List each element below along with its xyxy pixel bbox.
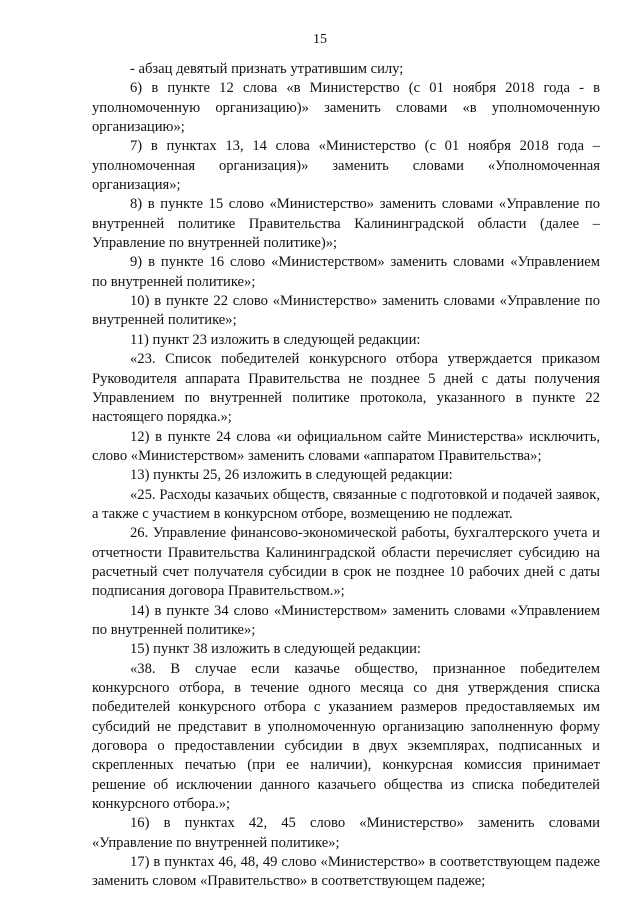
paragraph: 26. Управление финансово-экономической работы, бухгалтерского учета и отчетности Правительства Калининградской области перечисляет субсидию на расчетный счет получателя субсидии в срок не позднее 10 рабочих дней с даты подписания договора Правительством.»; <box>92 525 600 600</box>
paragraph: 7) в пунктах 13, 14 слова «Министерство (с 01 ноября 2018 года – уполномоченная организация)» заменить словами «Уполномоченная организация»; <box>92 138 600 194</box>
paragraph: - абзац девятый признать утратившим силу; <box>130 61 404 77</box>
paragraph: «25. Расходы казачьих обществ, связанные с подготовкой и подачей заявок, а также с участием в конкурсном отборе, возмещению не подлежат. <box>92 486 600 522</box>
paragraph: 10) в пункте 22 слово «Министерство» заменить словами «Управление по внутренней политике»; <box>92 293 600 329</box>
paragraph: 9) в пункте 16 слово «Министерством» заменить словами «Управлением по внутренней политике»; <box>92 254 600 290</box>
paragraph: 12) в пункте 24 слова «и официальном сайте Министерства» исключить, слово «Министерством» заменить словами «аппаратом Правительства»; <box>92 428 600 464</box>
document-body <box>92 60 600 892</box>
paragraph: «23. Список победителей конкурсного отбора утверждается приказом Руководителя аппарата Правительства не позднее 5 дней с даты получения Управлением по внутренней политике протокола, указанного в пункте 22 настоящего порядка.»; <box>92 351 600 426</box>
paragraph: 14) в пункте 34 слово «Министерством» заменить словами «Управлением по внутренней политике»; <box>92 602 600 638</box>
paragraph: 11) пункт 23 изложить в следующей редакции: <box>130 331 421 348</box>
paragraph: 16) в пунктах 42, 45 слово «Министерство» заменить словами «Управление по внутренней политике»; <box>92 815 600 851</box>
page-number: 15 <box>313 32 327 47</box>
paragraph: 17) в пунктах 46, 48, 49 слово «Министерство» в соответствующем падеже заменить словом «Правительство» в соответствующем падеже; <box>92 854 600 890</box>
paragraph: 13) пункты 25, 26 изложить в следующей редакции: <box>130 467 453 484</box>
paragraph: 15) пункт 38 изложить в следующей редакции: <box>130 641 421 658</box>
paragraph: 6) в пункте 12 слова «в Министерство (с 01 ноября 2018 года - в уполномоченную организацию)» заменить словами «в уполномоченную организацию»; <box>92 80 600 136</box>
paragraph: «38. В случае если казачье общество, признанное победителем конкурсного отбора, в течение одного месяца со дня утверждения списка победителей конкурсного отбора с указанием размеров предоставляемых им субсидий не представит в уполномоченную организацию заполненную форму договора о предоставлении субсидии в двух экземплярах, подписанных и скрепленных печатью (при ее наличии), конкурсная комиссия принимает решение об исключении данного казачьего общества из списка победителей конкурсного отбора.»; <box>92 660 600 813</box>
paragraph: 8) в пункте 15 слово «Министерство» заменить словами «Управление по внутренней политике Правительства Калининградской области (далее – Управление по внутренней политике)»; <box>92 196 600 252</box>
